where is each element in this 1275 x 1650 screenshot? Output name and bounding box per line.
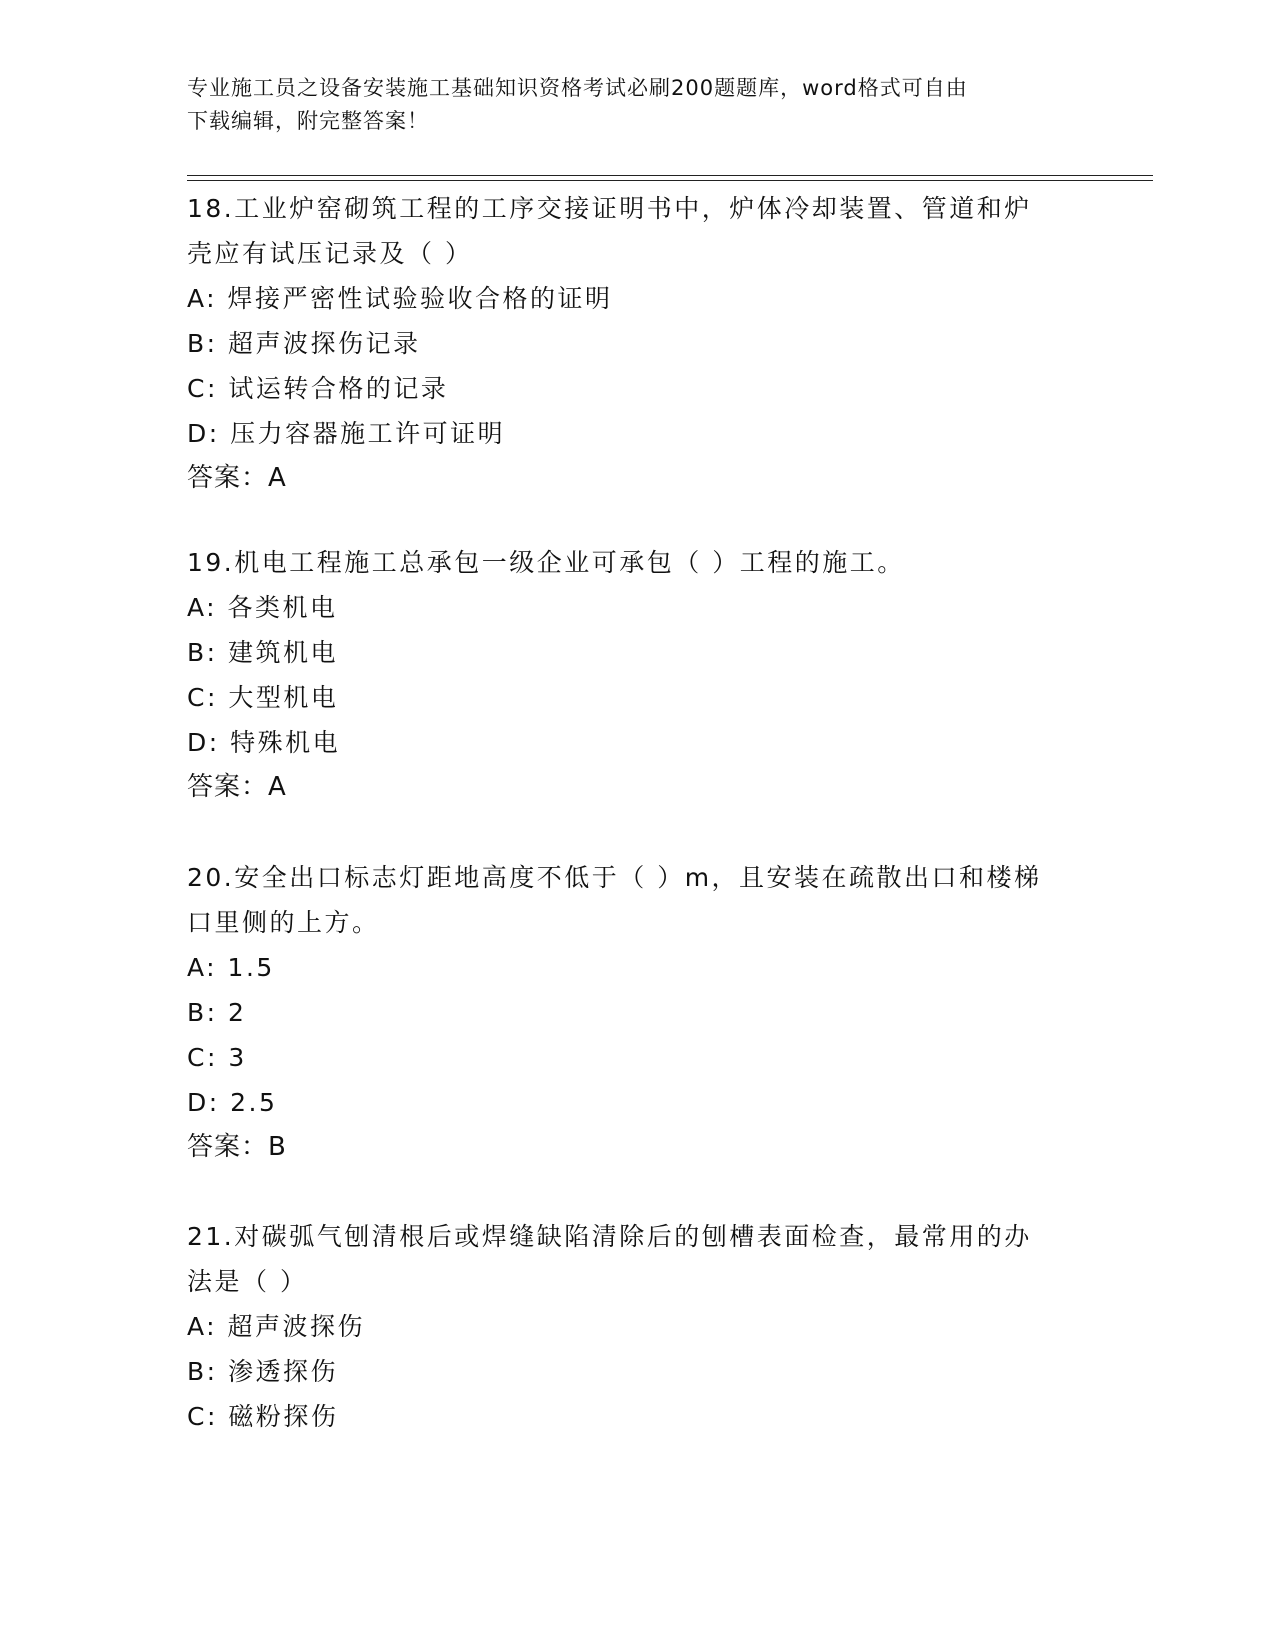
question-20 (187, 855, 1077, 1170)
option-a: A: 各类机电 (187, 593, 338, 622)
question-stem-line: 20.安全出口标志灯距地高度不低于（ ）m，且安装在疏散出口和楼梯 (187, 863, 1042, 892)
option-d: D: 2.5 (187, 1088, 278, 1117)
question-21 (187, 1214, 1077, 1439)
option-c: C: 大型机电 (187, 683, 339, 712)
question-19 (187, 540, 1077, 810)
header-divider-top (187, 175, 1153, 176)
option-d: D: 压力容器施工许可证明 (187, 419, 506, 448)
question-stem-line: 18.工业炉窑砌筑工程的工序交接证明书中，炉体冷却装置、管道和炉 (187, 194, 1032, 223)
question-stem-line: 口里侧的上方。 (187, 908, 380, 937)
document-header (187, 72, 1067, 138)
answer: 答案：A (187, 772, 287, 802)
question-stem-line: 19.机电工程施工总承包一级企业可承包（ ）工程的施工。 (187, 548, 905, 577)
header-line-2: 下载编辑，附完整答案！ (187, 109, 429, 133)
question-18 (187, 186, 1077, 501)
option-a: A: 1.5 (187, 953, 275, 982)
option-d: D: 特殊机电 (187, 728, 341, 757)
option-b: B: 建筑机电 (187, 638, 339, 667)
option-b: B: 渗透探伤 (187, 1357, 339, 1386)
option-a: A: 超声波探伤 (187, 1312, 366, 1341)
question-stem-line: 壳应有试压记录及（ ） (187, 239, 473, 268)
question-stem-line: 法是（ ） (187, 1267, 308, 1296)
header-divider-bottom (187, 180, 1153, 181)
option-a: A: 焊接严密性试验验收合格的证明 (187, 284, 613, 313)
option-c: C: 试运转合格的记录 (187, 374, 449, 403)
question-stem-line: 21.对碳弧气刨清根后或焊缝缺陷清除后的刨槽表面检查，最常用的办 (187, 1222, 1032, 1251)
option-b: B: 超声波探伤记录 (187, 329, 421, 358)
option-b: B: 2 (187, 998, 247, 1027)
option-c: C: 磁粉探伤 (187, 1402, 339, 1431)
answer: 答案：B (187, 1132, 287, 1162)
answer: 答案：A (187, 463, 287, 493)
header-line-1: 专业施工员之设备安装施工基础知识资格考试必刷200题题库，word格式可自由 (187, 76, 968, 100)
option-c: C: 3 (187, 1043, 247, 1072)
